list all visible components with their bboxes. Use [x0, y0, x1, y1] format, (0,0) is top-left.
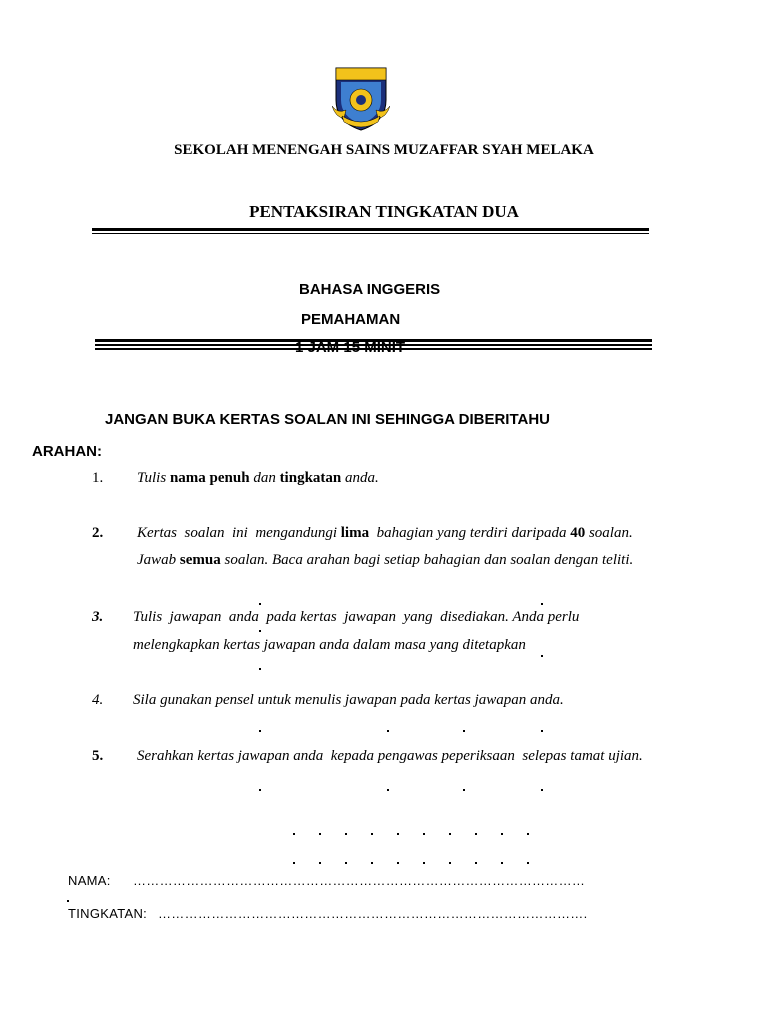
scan-dot	[293, 833, 295, 835]
tingkatan-field[interactable]: …………………………………………………………………………………….	[158, 906, 588, 921]
instruction-line	[137, 552, 633, 569]
scan-dot	[387, 789, 389, 791]
item-number: 3.	[92, 609, 104, 625]
scan-dot	[501, 862, 503, 864]
scan-dot	[449, 833, 451, 835]
title-rule-thick	[92, 228, 649, 231]
scan-dot	[527, 833, 529, 835]
scan-dot	[501, 833, 503, 835]
tingkatan-label: TINGKATAN:	[68, 906, 148, 921]
instruction-run: bahagian yang terdiri daripada	[369, 525, 571, 541]
instruction-run: Kertas soalan ini mengandungi	[137, 525, 341, 541]
scan-dot	[67, 900, 69, 902]
scan-dot	[259, 668, 261, 670]
instruction-line	[133, 637, 526, 654]
scan-dot	[371, 862, 373, 864]
scan-dot	[475, 862, 477, 864]
scan-dot	[259, 730, 261, 732]
instruction-line	[137, 470, 379, 487]
do-not-open-warning: JANGAN BUKA KERTAS SOALAN INI SEHINGGA DIBERITAHU	[105, 411, 551, 428]
instruction-run: Tulis	[137, 470, 170, 486]
scan-dot	[371, 833, 373, 835]
scan-dot	[319, 862, 321, 864]
nama-field[interactable]: …………………………………………………………………………………………	[133, 873, 586, 888]
scan-dot	[527, 862, 529, 864]
instruction-line	[137, 525, 633, 542]
instruction-run: melengkapkan kertas jawapan anda dalam masa yang ditetapkan	[133, 637, 526, 653]
subject-name: BAHASA INGGERIS	[299, 281, 441, 298]
scan-dot	[345, 862, 347, 864]
scan-dot	[423, 833, 425, 835]
assessment-title: PENTAKSIRAN TINGKATAN DUA	[249, 202, 519, 221]
instruction-run: Sila gunakan pensel untuk menulis jawapan pada kertas jawapan anda.	[133, 692, 564, 708]
scan-dot	[541, 655, 543, 657]
scan-dot	[475, 833, 477, 835]
instruction-line	[133, 692, 564, 709]
scan-dot	[541, 730, 543, 732]
instruction-run: lima	[340, 525, 370, 541]
instruction-run: tingkatan	[279, 470, 342, 486]
instruction-run: Serahkan kertas jawapan anda kepada pengawas peperiksaan selepas tamat ujian.	[137, 748, 643, 764]
scan-dot	[423, 862, 425, 864]
instruction-line	[137, 748, 643, 765]
scan-dot	[449, 862, 451, 864]
scan-dot	[259, 603, 261, 605]
scan-dot	[397, 833, 399, 835]
instruction-run: nama penuh	[169, 470, 250, 486]
nama-label: NAMA:	[68, 873, 111, 888]
school-name: SEKOLAH MENENGAH SAINS MUZAFFAR SYAH MELAKA	[174, 142, 594, 158]
scan-dot	[463, 789, 465, 791]
instruction-run: soalan. Baca arahan bagi setiap bahagian dan soalan dengan teliti.	[220, 552, 634, 568]
scan-dot	[387, 730, 389, 732]
scan-dot	[259, 789, 261, 791]
scan-dot	[319, 833, 321, 835]
scan-dot	[345, 833, 347, 835]
instruction-line	[133, 609, 579, 626]
school-crest-logo	[332, 66, 390, 132]
item-number: 2.	[92, 525, 104, 541]
scan-dot	[293, 862, 295, 864]
duration: 1 JAM 15 MINIT	[295, 339, 406, 356]
instruction-run: Tulis jawapan anda pada kertas jawapan yang disediakan. Anda perlu	[133, 609, 580, 625]
scan-dot	[541, 603, 543, 605]
instruction-run: soalan.	[585, 525, 633, 541]
instructions-heading: ARAHAN:	[32, 443, 102, 460]
instruction-run: semua	[179, 552, 221, 568]
paper-name: PEMAHAMAN	[301, 311, 401, 328]
item-number: 4.	[92, 692, 104, 708]
instruction-run: Jawab	[137, 552, 180, 568]
scan-dot	[463, 730, 465, 732]
scan-dot	[259, 630, 261, 632]
instruction-run: 40	[570, 525, 586, 541]
item-number: 1.	[92, 470, 104, 486]
item-number: 5.	[92, 748, 104, 764]
scan-dot	[541, 789, 543, 791]
title-rule-thin	[92, 233, 649, 234]
instruction-run: dan	[249, 470, 280, 486]
scan-dot	[397, 862, 399, 864]
instruction-run: anda.	[341, 470, 379, 486]
